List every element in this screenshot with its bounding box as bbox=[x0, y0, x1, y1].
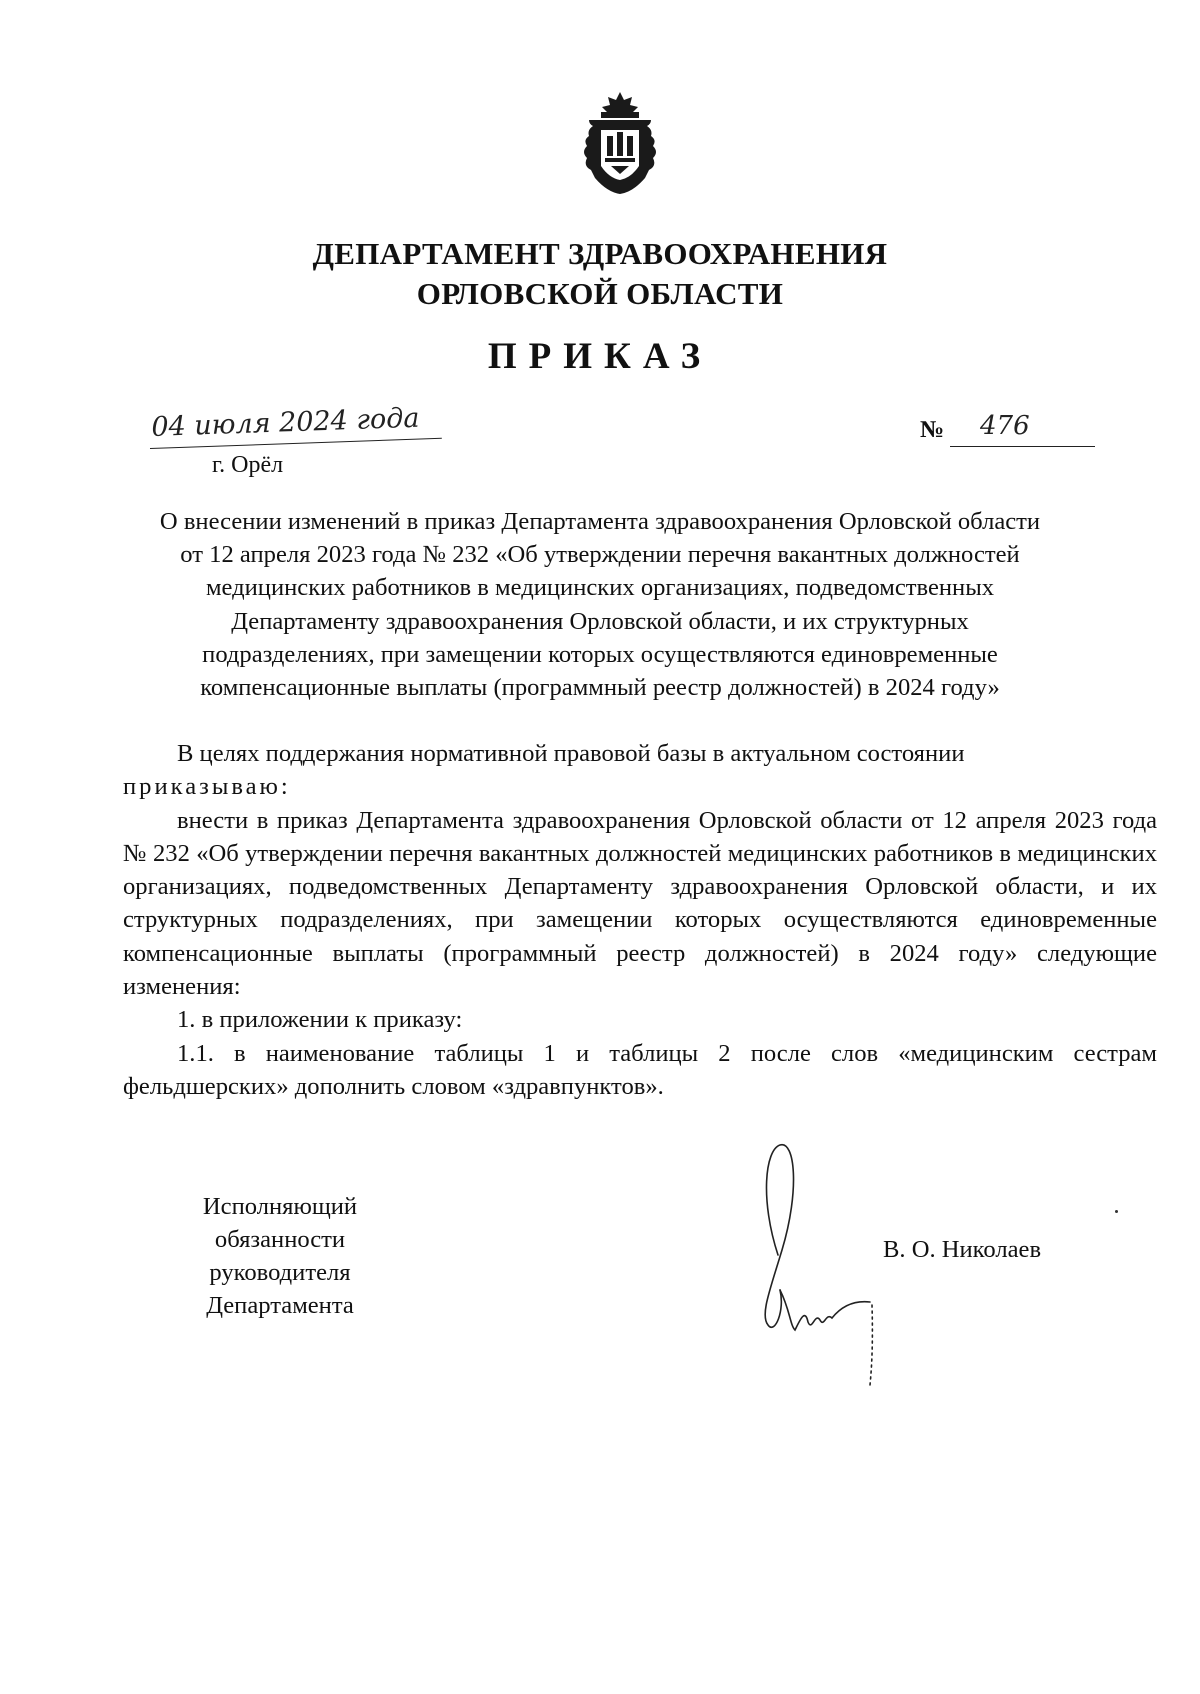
organization-name-line-2: ОРЛОВСКОЙ ОБЛАСТИ bbox=[416, 276, 784, 311]
city-label: г. Орёл bbox=[212, 452, 284, 478]
signatory-title-line: Исполняющий bbox=[202, 1193, 358, 1220]
coat-of-arms-icon bbox=[571, 90, 669, 202]
signatory-title-line: руководителя bbox=[209, 1259, 351, 1286]
item-1: 1. в приложении к приказу: bbox=[177, 1006, 463, 1034]
signatory-title-line: Департамента bbox=[206, 1292, 354, 1319]
handwritten-date: 04 июля 2024 года bbox=[150, 402, 420, 443]
subject-line: подразделениях, при замещении которых осуществляются единовременные bbox=[202, 640, 998, 668]
signatory-title-line: обязанности bbox=[214, 1226, 346, 1253]
document-type-title: ПРИКАЗ bbox=[487, 336, 713, 377]
subject-line: Департаменту здравоохранения Орловской области, и их структурных bbox=[231, 607, 969, 635]
order-body bbox=[123, 737, 1157, 1103]
handwritten-signature bbox=[760, 1140, 900, 1390]
subject-line: компенсационные выплаты (программный реестр должностей) в 2024 году» bbox=[200, 674, 1000, 702]
intro-paragraph: В целях поддержания нормативной правовой базы в актуальном состоянии bbox=[177, 740, 965, 767]
subject-line: О внесении изменений в приказ Департамента здравоохранения Орловской области bbox=[159, 508, 1041, 535]
order-subject bbox=[100, 505, 1100, 704]
order-number-underline bbox=[950, 446, 1095, 447]
subject-line: от 12 апреля 2023 года № 232 «Об утверждении перечня вакантных должностей bbox=[180, 541, 1020, 569]
handwritten-order-number: 476 bbox=[980, 411, 1030, 441]
signatory-name: В. О. Николаев bbox=[883, 1236, 1042, 1263]
subject-line: медицинских работников в медицинских организациях, подведомственных bbox=[205, 574, 995, 602]
signatory-title bbox=[180, 1190, 380, 1322]
order-word: приказываю: bbox=[123, 773, 291, 801]
order-number-label: № bbox=[920, 417, 945, 443]
stray-mark bbox=[1115, 1210, 1118, 1213]
organization-name-line-1: ДЕПАРТАМЕНТ ЗДРАВООХРАНЕНИЯ bbox=[312, 236, 888, 271]
main-paragraph: внести в приказ Департамента здравоохранения Орловской области от 12 апреля 2023 года № 232 «Об утверждении перечня вакантных должностей медицинских работников в медицинских организациях, подведомственных Департаменту здравоохранения Орловской области, и их структурных подразделениях, при замещении которых осуществляются единовременные компенсационные выплаты (программный реестр должностей) в 2024 году» следующие изменения: bbox=[123, 806, 1157, 1001]
item-1-1: 1.1. в наименование таблицы 1 и таблицы 2 после слов «медицинским сестрам фельдшерских» дополнить словом «здравпунктов». bbox=[123, 1039, 1157, 1100]
